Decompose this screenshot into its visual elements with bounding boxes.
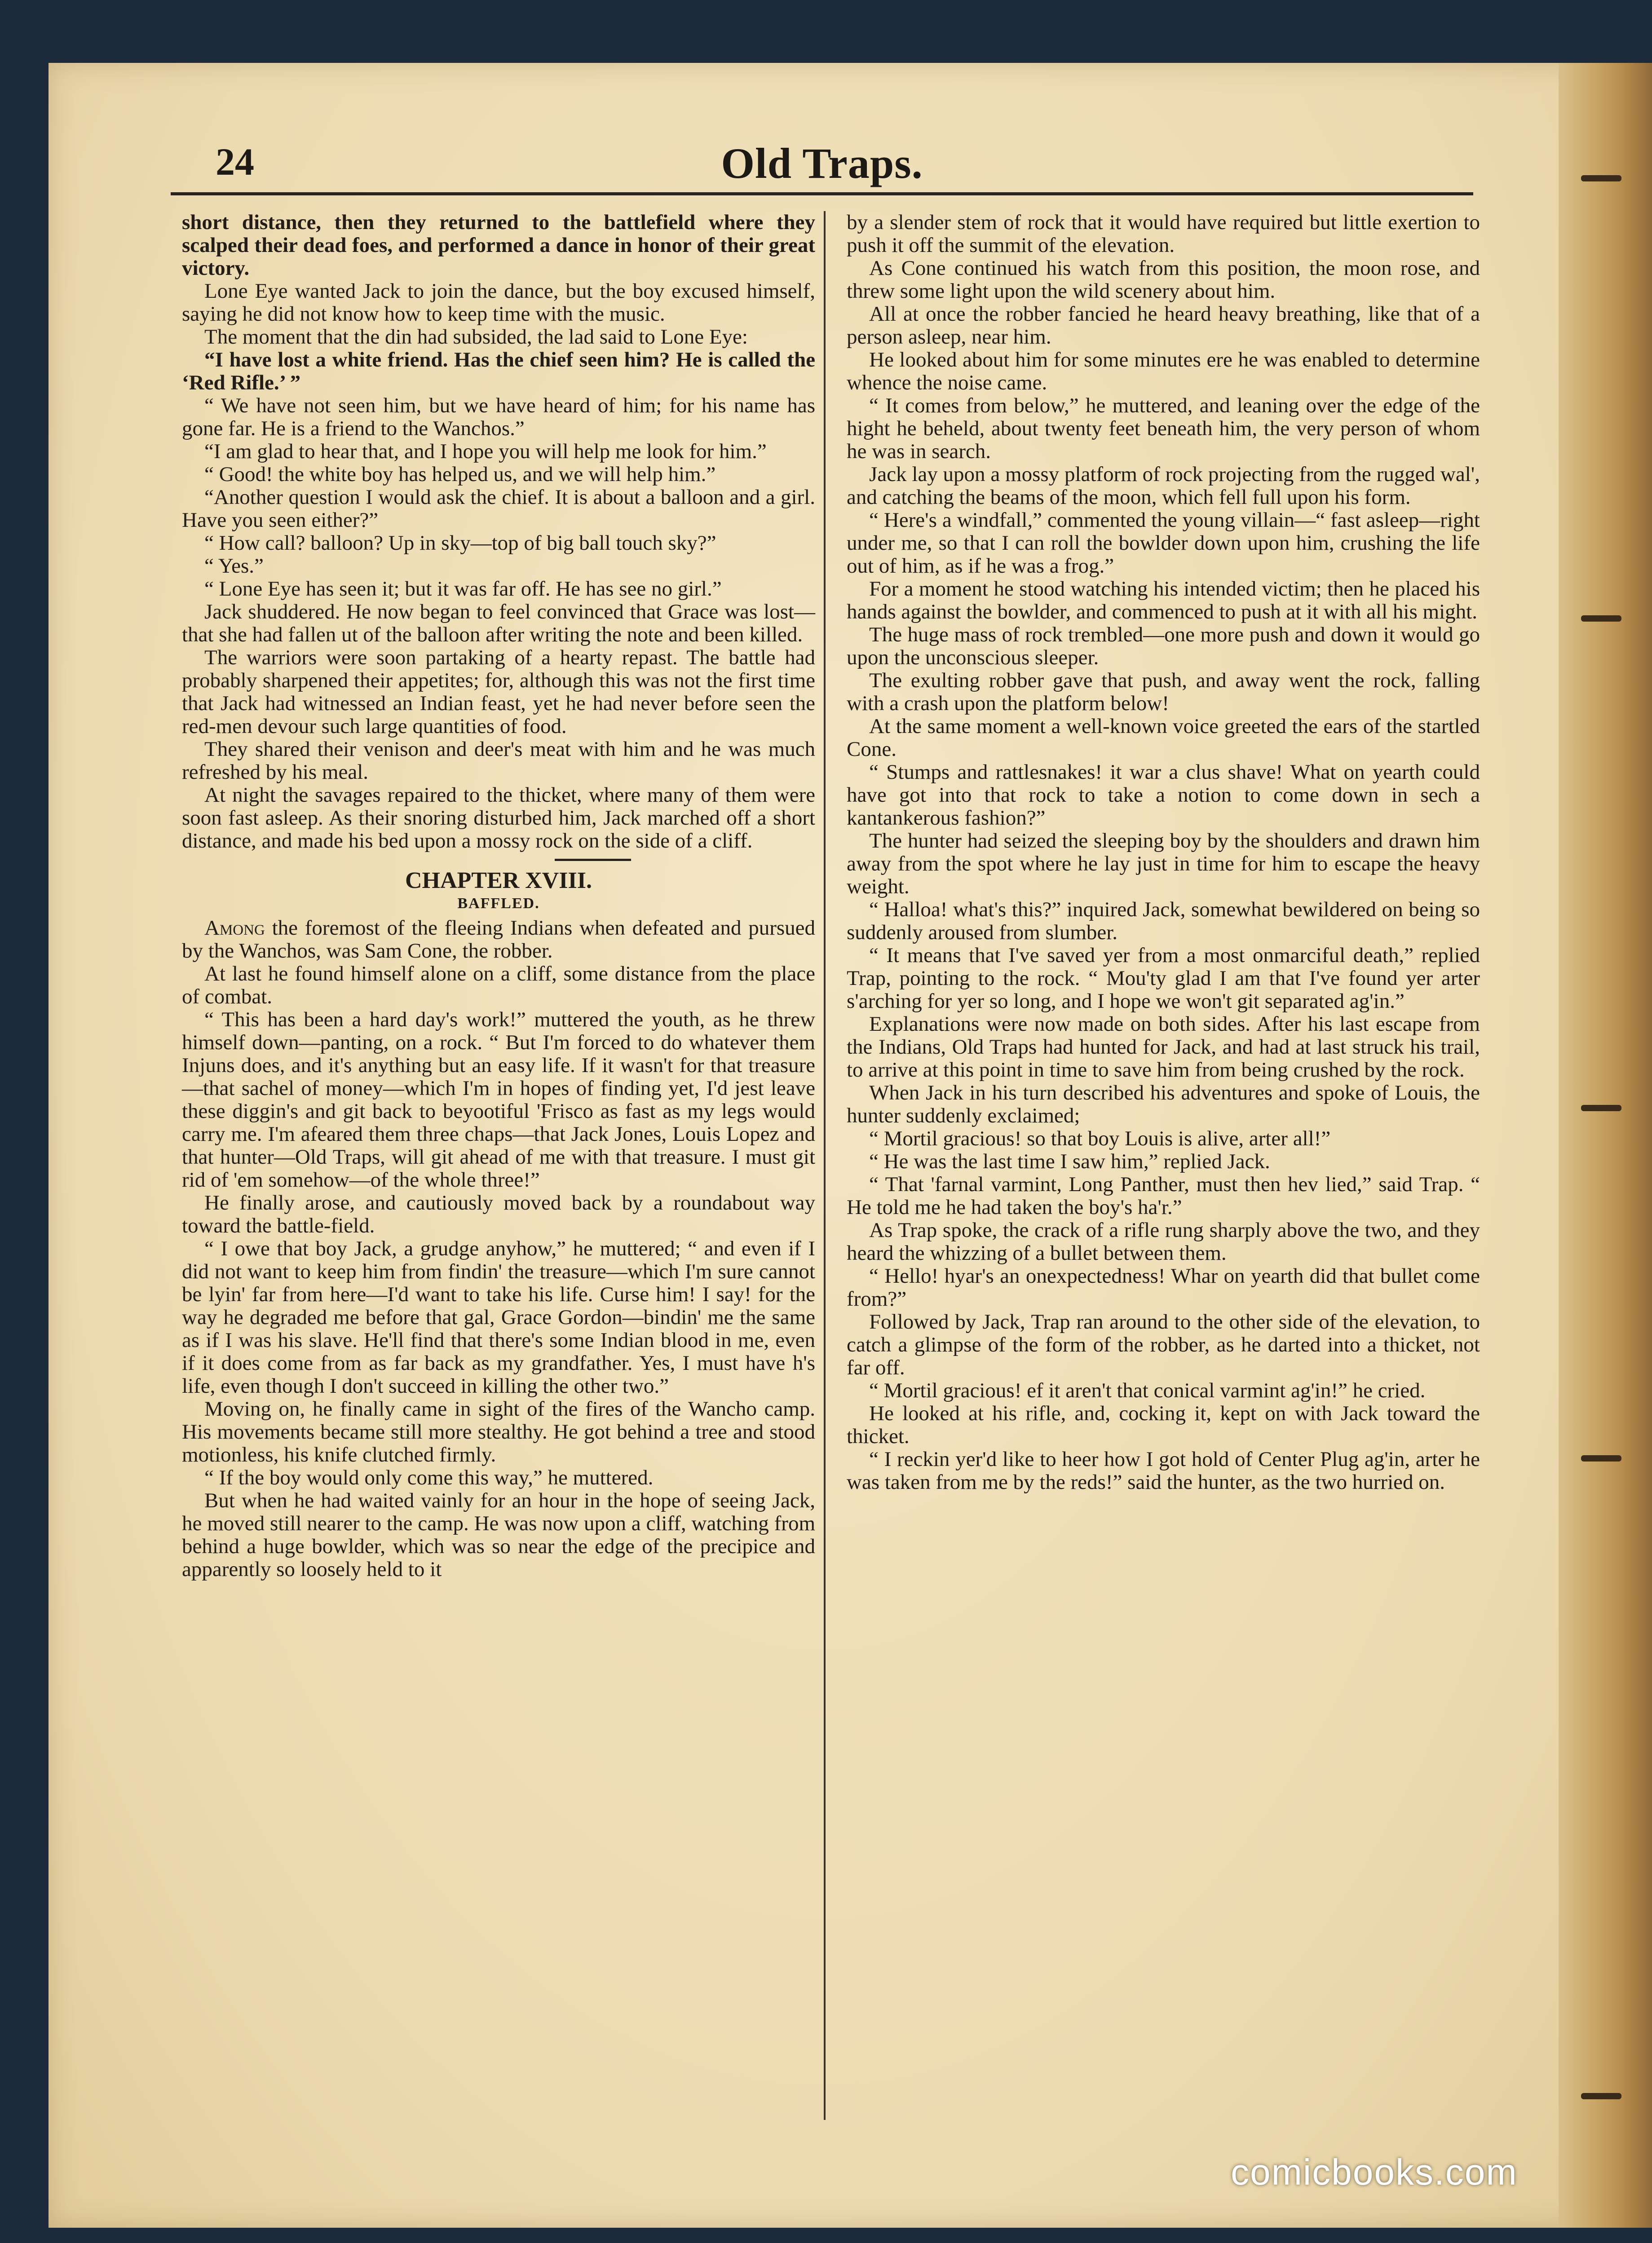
paragraph: “ Lone Eye has seen it; but it was far off. He has see no girl.” [204,577,722,600]
paragraph: At last he found himself alone on a cliff, some distance from the place of combat. [182,962,815,1008]
paragraph: When Jack in his turn described his adventures and spoke of Louis, the hunter suddenly exclaimed; [847,1081,1480,1127]
running-title: Old Traps. [721,139,923,187]
paragraph: At night the savages repaired to the thicket, where many of them were soon fast asleep. As their snoring disturbed him, Jack marched off a short distance, and made his bed upon a mossy rock on the side of a cliff. [182,783,815,852]
page-number: 24 [216,140,254,183]
paragraph: Jack shuddered. He now began to feel convinced that Grace was lost—that she had fallen ut of the balloon after writing the note and been killed. [182,600,815,646]
chapter-heading: CHAPTER XVIII. [405,868,592,893]
paragraph: But when he had waited vainly for an hour in the hope of seeing Jack, he moved still nearer to the camp. He was now upon a cliff, watching from behind a huge bowlder, which was so near the edge of the precipice and apparently so loosely held to it [182,1489,815,1581]
paragraph: “ Mortil gracious! so that boy Louis is alive, arter all!” [869,1127,1331,1150]
binding-stitch [1581,175,1621,181]
paragraph: He looked about him for some minutes ere he was enabled to determine whence the noise came. [847,348,1480,394]
paragraph: The hunter had seized the sleeping boy by the shoulders and drawn him away from the spot where he lay just in time for him to escape the heavy weight. [847,829,1480,898]
binding-stitch [1581,1105,1621,1111]
paragraph: “ How call? balloon? Up in sky—top of big ball touch sky?” [204,531,716,555]
paragraph: The huge mass of rock trembled—one more push and down it would go upon the unconscious sleeper. [847,623,1480,669]
paragraph: “ Hello! hyar's an onexpectedness! Whar on yearth did that bullet come from?” [847,1264,1480,1311]
paragraph: “ We have not seen him, but we have heard of him; for his name has gone far. He is a friend to the Wanchos.” [182,394,815,440]
binding-stitch [1581,2093,1621,2099]
right-column [847,211,1480,1494]
paragraph: “ It means that I've saved yer from a most onmarciful death,” replied Trap, pointing to the rock. “ Mou'ty glad I am that I've found yer arter s'arching for yer so long, and I hope we won't git separated ag'in.” [847,944,1480,1013]
paragraph: The moment that the din had subsided, the lad said to Lone Eye: [204,325,748,349]
paragraph: “ This has been a hard day's work!” muttered the youth, as he threw himself down—panting, on a rock. “ But I'm forced to do whatever them Injuns does, and it's anything but an easy life. If it wasn't for that treasure—that sachel of money—which I'm in hopes of finding yet, I'd jest leave these diggin's and git back to beyootiful 'Frisco as fast as my legs would carry me. I'm afeared them three chaps—that Jack Jones, Louis Lopez and that hunter—Old Traps, will git ahead of me with that treasure. I must git rid of 'em somehow—of the whole three!” [182,1008,815,1192]
paragraph: “ If the boy would only come this way,” he muttered. [204,1466,654,1489]
paragraph: “ He was the last time I saw him,” replied Jack. [869,1150,1270,1173]
paragraph: The exulting robber gave that push, and away went the rock, falling with a crash upon the platform below! [847,669,1480,715]
paragraph: “I have lost a white friend. Has the chief seen him? He is called the ‘Red Rifle.’ ” [182,348,815,394]
paragraph: “ Mortil gracious! ef it aren't that conical varmint ag'in!” he cried. [869,1379,1426,1402]
left-column [182,211,815,1581]
paragraph: He finally arose, and cautiously moved back by a roundabout way toward the battle-field. [182,1191,815,1237]
paragraph: Followed by Jack, Trap ran around to the other side of the elevation, to catch a glimpse of the form of the robber, as he darted into a thicket, not far off. [847,1310,1480,1379]
paragraph: “ Here's a windfall,” commented the young villain—“ fast asleep—right under me, so that I can roll the bowlder down upon him, crushing the life out of him, as if he was a frog.” [847,508,1480,578]
binding-spine [1559,63,1652,2228]
paragraph: Explanations were now made on both sides. After his last escape from the Indians, Old Traps had hunted for Jack, and had at last struck his trail, to arrive at this point in time to save him from being crushed by the rock. [847,1012,1480,1082]
column-divider [824,211,826,2120]
paragraph: “ That 'farnal varmint, Long Panther, must then hev lied,” said Trap. “ He told me he had taken the boy's ha'r.” [847,1173,1480,1219]
paragraph: “Another question I would ask the chief. It is about a balloon and a girl. Have you seen either?” [182,486,815,532]
paragraph: They shared their venison and deer's meat with him and he was much refreshed by his meal. [182,737,815,784]
binding-stitch [1581,1455,1621,1461]
paragraph: short distance, then they returned to the battlefield where they scalped their dead foes, and performed a dance in honor of their great victory. [182,211,815,280]
paragraph: “ I reckin yer'd like to heer how I got hold of Center Plug ag'in, arter he was taken from me by the reds!” said the hunter, as the two hurried on. [847,1448,1480,1494]
opening-text: the foremost of the fleeing Indians when defeated and pursued by the Wanchos, was Sam Cone, the robber. [182,916,816,963]
paragraph: For a moment he stood watching his intended victim; then he placed his hands against the bowlder, and commenced to push at it with all his might. [847,577,1480,623]
paragraph: Moving on, he finally came in sight of the fires of the Wancho camp. His movements became still more stealthy. He got behind a tree and stood motionless, his knife clutched firmly. [182,1397,815,1466]
header-rule [171,192,1473,195]
paragraph: “ I owe that boy Jack, a grudge anyhow,” he muttered; “ and even if I did not want to keep him from findin' the treasure—which I'm sure cannot be lyin' far from here—I'd want to take his life. Curse him! I say! for the way he degraded me before that gal, Grace Gordon—bindin' me the same as if I was his slave. He'll find that there's some Indian blood in me, even if it does come from as far back as my grandfather. Yes, I must have h's life, even though I don't succeed in killing the other two.” [182,1237,815,1398]
opening-word: Among [204,916,265,940]
paragraph: At the same moment a well-known voice greeted the ears of the startled Cone. [847,715,1480,761]
paragraph: “I am glad to hear that, and I hope you will help me look for him.” [204,440,767,463]
paragraph: “ It comes from below,” he muttered, and leaning over the edge of the hight he beheld, about twenty feet beneath him, the very person of whom he was in search. [847,394,1480,463]
chapter-opening-paragraph [182,917,815,963]
paragraph: “ Yes.” [204,554,264,578]
watermark: comicbooks.com [1231,2152,1518,2193]
paragraph: As Trap spoke, the crack of a rifle rung sharply above the two, and they heard the whizzing of a bullet between them. [847,1219,1480,1265]
paragraph: Lone Eye wanted Jack to join the dance, but the boy excused himself, saying he did not know how to keep time with the music. [182,279,815,326]
binding-stitch [1581,615,1621,622]
section-divider [555,859,631,861]
paragraph: All at once the robber fancied he heard heavy breathing, like that of a person asleep, near him. [847,302,1480,349]
paragraph: Jack lay upon a mossy platform of rock projecting from the rugged wal', and catching the beams of the moon, which fell full upon his form. [847,463,1480,509]
chapter-subtitle: BAFFLED. [457,895,540,912]
paragraph: “ Halloa! what's this?” inquired Jack, somewhat bewildered on being so suddenly aroused from slumber. [847,898,1480,944]
paragraph: by a slender stem of rock that it would have required but little exertion to push it off the summit of the elevation. [847,211,1480,257]
paragraph: “ Good! the white boy has helped us, and we will help him.” [204,463,716,486]
paragraph: The warriors were soon partaking of a hearty repast. The battle had probably sharpened their appetites; for, although this was not the first time that Jack had witnessed an Indian feast, yet he had never before seen the red-men devour such large quantities of food. [182,646,815,738]
paragraph: “ Stumps and rattlesnakes! it war a clus shave! What on yearth could have got into that rock to take a notion to come down in sech a kantankerous fashion?” [847,760,1480,830]
paragraph: As Cone continued his watch from this position, the moon rose, and threw some light upon the wild scenery about him. [847,256,1480,303]
paragraph: He looked at his rifle, and, cocking it, kept on with Jack toward the thicket. [847,1402,1480,1448]
